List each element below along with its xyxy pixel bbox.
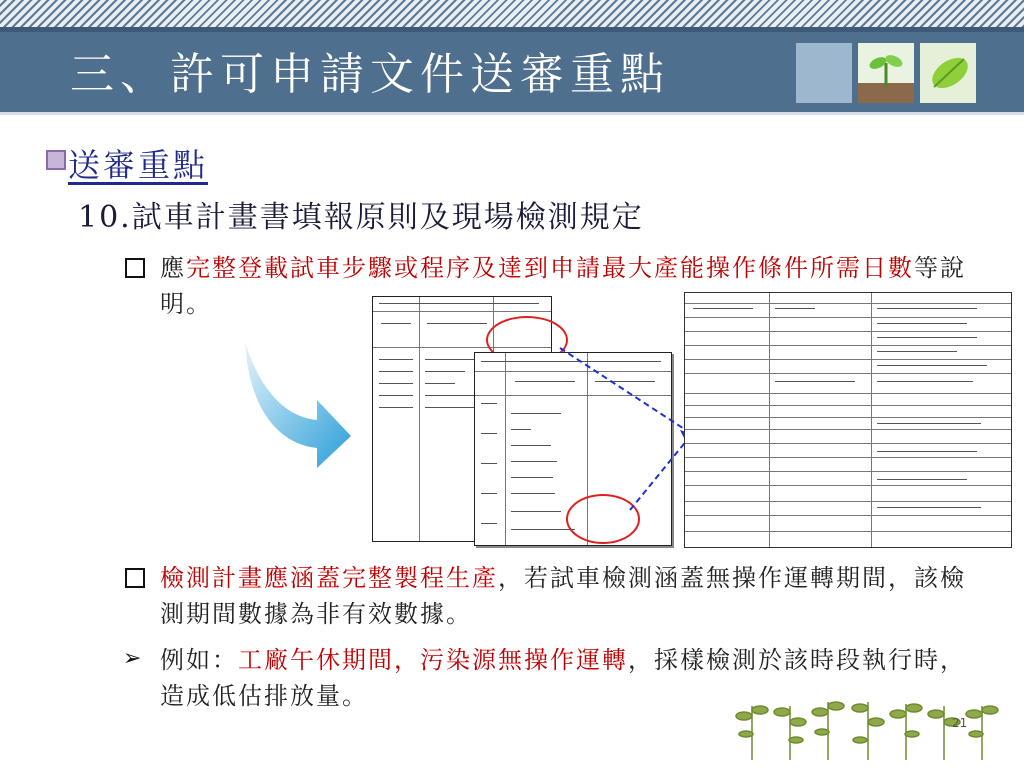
bullet-1-highlight: 完整登載試車步驟或程序及達到申請最大產能操作條件所需日數 [186, 254, 914, 282]
leaf-image [920, 43, 976, 103]
checkbox-bullet-icon [125, 258, 145, 278]
slide-title: 三、許可申請文件送審重點 [70, 49, 670, 100]
arrow-bullet-icon: ➢ [123, 646, 142, 671]
seedling-image [858, 43, 914, 103]
checkbox-bullet-icon [125, 568, 145, 588]
bullet-3-rest: ，採樣檢測於該時段執行時，造成低估排放量。 [160, 646, 966, 710]
bullet-2-highlight: 檢測計畫應涵蓋完整製程生產 [160, 564, 498, 592]
bullet-1-prefix: 應 [160, 254, 186, 282]
bullet-3-highlight: 工廠午休期間，污染源無操作運轉 [238, 646, 628, 674]
bullet-1-suffix: 等說明。 [160, 254, 966, 318]
document-image-sampling-schedule [684, 292, 1012, 548]
sprouts-decoration [728, 676, 1020, 760]
title-bar-strip [0, 27, 1024, 32]
curved-arrow-icon [243, 340, 353, 470]
bullet-2-rest: ，若試車檢測涵蓋無操作運轉期間，該檢測期間數據為非有效數據。 [160, 564, 966, 628]
decor-tile-blue [796, 43, 852, 103]
square-bullet-icon [46, 150, 66, 170]
header-separator [0, 112, 1024, 115]
section-heading: 送審重點 [68, 146, 209, 184]
subheading: 10.試車計畫書填報原則及現場檢測規定 [78, 200, 644, 235]
bullet-2-text [160, 560, 980, 632]
bullet-3-prefix: 例如： [160, 646, 238, 674]
page-number: 21 [952, 716, 968, 730]
header-stripe [0, 0, 1024, 27]
